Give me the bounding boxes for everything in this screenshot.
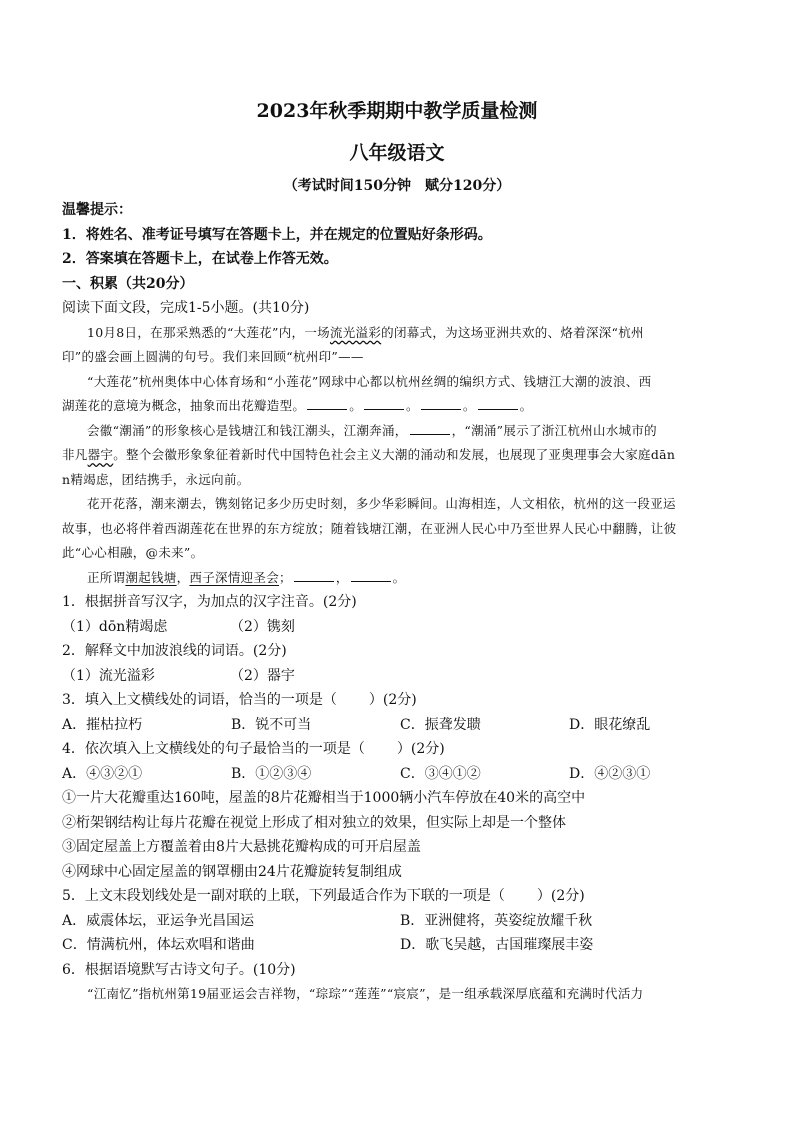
- sentence-item: ④网球中心固定屋盖的钢罩棚由24片花瓣旋转复制组成: [62, 863, 402, 880]
- passage-line: 非凡器宇。整个会徽形象象征着新时代中国特色社会主义大潮的涌动和发展，也展现了亚奥理事会大家庭dān: [62, 447, 676, 462]
- sentence-item: ③固定屋盖上方覆盖着由8片大悬挑花瓣构成的可开启屋盖: [62, 839, 421, 855]
- passage-line: 印”的盛会画上圆满的句号。我们来回顾“杭州印”——: [62, 349, 364, 364]
- question-stem: 5．上文末段划线处是一副对联的上联，下列最适合作为下联的一项是（ ）(2分): [62, 888, 585, 904]
- fill-blank: [294, 569, 334, 582]
- sub-question: （2）器宇: [230, 667, 295, 684]
- question-stem: 2．解释文中加波浪线的词语。(2分): [62, 643, 287, 659]
- fill-blank: [421, 397, 461, 410]
- passage-paragraph: 花开花落，潮来潮去，镌刻铭记多少历史时刻，多少华彩瞬间。山海相连，人文相依，杭州的这一段亚运: [87, 496, 676, 511]
- fill-blank: [478, 397, 518, 410]
- option: B．①②③④: [231, 765, 312, 782]
- sentence-item: ①一片大花瓣重达160吨，屋盖的8片花瓣相当于1000辆小汽车停放在40米的高空中: [62, 790, 586, 806]
- passage-line: 湖莲花的意境为概念，抽象而出花瓣造型。 。 。 。 。: [62, 398, 533, 413]
- tip-item: 1．将姓名、准考证号填写在答题卡上，并在规定的位置贴好条形码。: [62, 226, 492, 243]
- option: B．亚洲健将，英姿绽放耀千秋: [400, 912, 593, 929]
- exam-meta: （考试时间150分钟 赋分120分）: [283, 178, 511, 194]
- sub-question: （1）流光溢彩: [62, 667, 155, 684]
- question-subs: [62, 664, 738, 689]
- option: C．③④①②: [400, 765, 481, 782]
- underlined-phrase: 潮起钱塘: [125, 569, 177, 585]
- option: C．情满杭州，体坛欢唱和谐曲: [62, 937, 255, 953]
- exam-title: 2023年秋季期期中教学质量检测: [256, 100, 538, 122]
- exam-content: [62, 198, 738, 1007]
- option: A．摧枯拉朽: [62, 716, 143, 733]
- fill-blank: [307, 397, 347, 410]
- underlined-phrase: 西子深情迎圣会: [189, 569, 280, 585]
- fill-blank: [351, 569, 391, 582]
- wavy-word: 流光溢彩: [329, 324, 382, 340]
- tip-item: 2．答案填在答题卡上，在试卷上作答无效。: [62, 251, 338, 267]
- section-heading: 一、积累（共20分）: [62, 275, 194, 292]
- option: A．威震体坛，亚运争光昌国运: [62, 912, 255, 929]
- section-intro: 阅读下面文段，完成1-5小题。(共10分): [62, 300, 310, 316]
- option: B．锐不可当: [231, 716, 312, 733]
- fill-blank: [364, 397, 404, 410]
- passage-line: 故事，也必将伴着西湖莲花在世界的东方绽放；随着钱塘江潮，在亚洲人民心中乃至世界人民心中翻腾，让彼: [62, 520, 677, 536]
- question-stem: 4．依次填入上文横线处的句子最恰当的一项是（ ）(2分): [62, 741, 445, 757]
- option: D．眼花缭乱: [569, 716, 651, 733]
- option: C．振聋发聩: [400, 716, 481, 733]
- option-row: [62, 909, 738, 934]
- option: D．④②③①: [569, 765, 651, 782]
- option-row: [62, 713, 738, 738]
- question-stem: 6．根据语境默写古诗文句子。(10分): [62, 961, 296, 978]
- passage-paragraph: 会徽“潮涌”的形象核心是钱塘江和钱江潮头，江潮奔涌， ，“潮涌”展示了浙江杭州山水城市的: [87, 422, 657, 438]
- question-stem: 3．填入上文横线处的词语，恰当的一项是（ ）(2分): [62, 692, 417, 708]
- passage-paragraph: “大莲花”杭州奥体中心体育场和“小莲花”网球中心都以杭州丝绸的编织方式、钱塘江大潮的波浪、西: [87, 373, 652, 389]
- wavy-word: 器宇: [87, 447, 114, 462]
- option: D．歌飞吴越，古国璀璨展丰姿: [400, 937, 594, 953]
- exam-subject: 八年级语文: [349, 142, 445, 164]
- passage-paragraph: “江南忆”指杭州第19届亚运会吉祥物，“琮琮”“莲莲”“宸宸”，是一组承载深厚底蕴和充满时代活力: [87, 986, 644, 1001]
- sub-question: （2）镌刻: [230, 618, 295, 635]
- option-row: [62, 933, 738, 958]
- sentence-item: ②桁架钢结构让每片花瓣在视觉上形成了相对独立的效果，但实际上却是一个整体: [62, 814, 566, 831]
- passage-line: 此“心心相融，@未来”。: [62, 545, 204, 560]
- question-stem: 1．根据拼音写汉字，为加点的汉字注音。(2分): [62, 594, 357, 610]
- fill-blank: [410, 422, 450, 435]
- passage-paragraph: 10月8日，在那采熟悉的“大莲花”内，一场流光溢彩的闭幕式，为这场亚洲共欢的、烙着深深“杭州: [87, 324, 644, 340]
- tips-label: 温馨提示：: [62, 202, 132, 218]
- option: A．④③②①: [62, 765, 143, 782]
- passage-line: n精竭虑，团结携手，永远向前。: [62, 471, 250, 487]
- sub-question: （1）dōn精竭虑: [62, 618, 168, 635]
- option-row: [62, 762, 738, 787]
- passage-paragraph: 正所谓潮起钱塘，西子深情迎圣会； ， 。: [87, 569, 406, 585]
- question-subs: [62, 615, 738, 640]
